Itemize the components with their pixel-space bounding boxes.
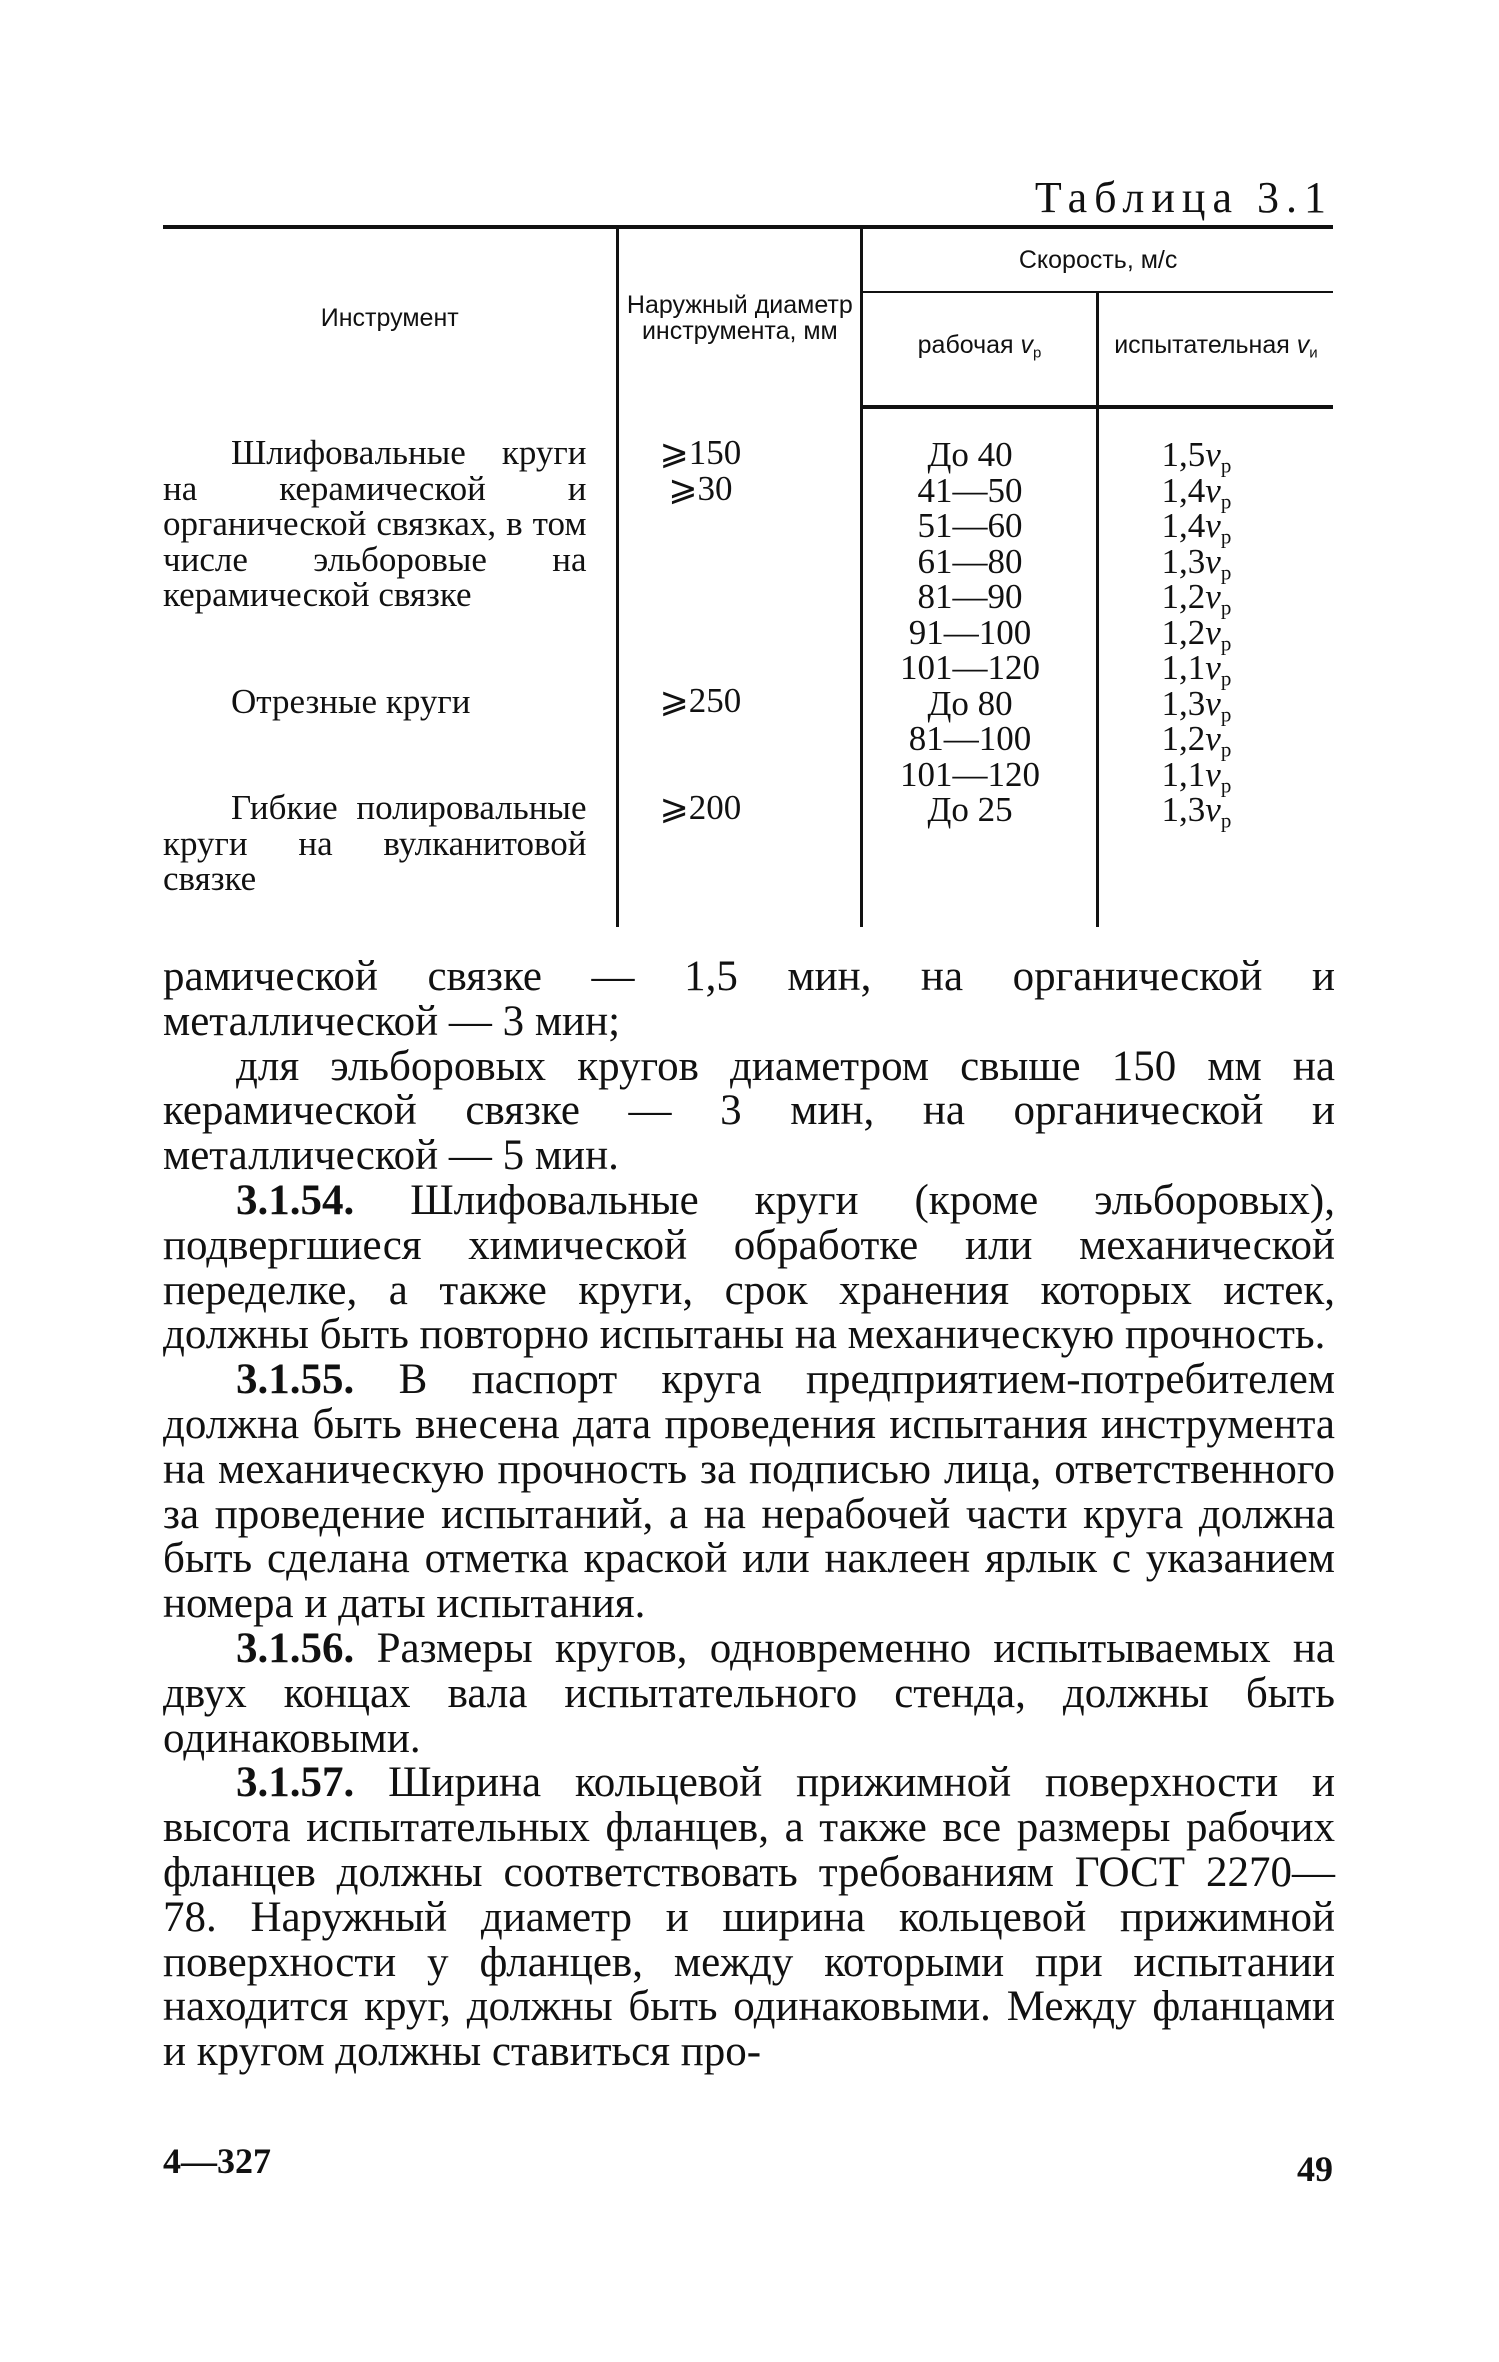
paragraph: для эльборовых кругов диаметром свыше 150 мм на керамической связке — 3 мин, на органической и металлической — 5 мин. [163, 1042, 1335, 1180]
diameter-cell [618, 407, 862, 927]
header-speed: Скорость, м/с [862, 227, 1333, 292]
tool-cutoff-wheels: Отрезные круги [231, 681, 471, 721]
test-speed-value: $1,3v_р$ [1161, 790, 1232, 833]
tool-flexible-wheels: Гибкие полировальные круги на вулканитовой связке [163, 788, 587, 898]
working-speed-value: 81—90 [917, 577, 1023, 616]
test-speed-value: $1,3v_р$ [1161, 541, 1232, 584]
working-speed-value: До 40 [927, 435, 1013, 474]
test-speed-value: $1,2v_р$ [1161, 612, 1232, 655]
test-speed-value: $1,2v_р$ [1161, 577, 1232, 620]
diameter-value: ⩾30 [668, 468, 733, 508]
test-speed-value: $1,2v_р$ [1161, 719, 1232, 762]
working-speed-value: До 80 [927, 683, 1013, 723]
speed-table [163, 225, 1333, 927]
working-speed-value: 101—120 [900, 754, 1041, 794]
working-speed-value: 91—100 [908, 612, 1032, 652]
test-speed-value: $1,3v_р$ [1161, 683, 1232, 726]
table-caption: Таблица 3.1 [1034, 173, 1333, 222]
paragraph: рамической связке — 1,5 мин, на органической и металлической — 3 мин; [163, 953, 1335, 1045]
working-speed-value: До 25 [927, 790, 1013, 829]
tool-cell [163, 407, 618, 927]
clause-3-1-57: 3.1.57. Ширина кольцевой прижимной поверхности и высота испытательных фланцев, а также все размеры рабочих фланцев должны соответствовать требованиям ГОСТ 2270—78. Наружный диаметр и ширина кольцевой прижимной поверхности у фланцев, между которыми при испытании находится круг, должны быть одинаковыми. Между фланцами и кругом должны ставиться про- [163, 1759, 1336, 2076]
diameter-value: ⩾250 [659, 681, 742, 720]
printer-signature: 4—327 [163, 2141, 271, 2181]
header-tool: Инструмент [163, 227, 618, 407]
working-speed-value: 101—120 [900, 648, 1041, 687]
table-row [163, 407, 1333, 927]
working-speed-value: 51—60 [917, 506, 1023, 545]
header-diameter: Наружный диаметр инструмента, мм [618, 227, 862, 407]
test-speed-value: $1,4v_р$ [1161, 470, 1232, 513]
clause-3-1-55: 3.1.55. В паспорт круга предприятием-потребителем должна быть внесена дата проведения испытания инструмента на механическую прочность за подписью лица, ответственного за проведение испытаний, а на нерабочей части круга должна быть сделана отметка краской или наклеен ярлык с указанием номера и даты испытания. [163, 1356, 1335, 1628]
working-speed-value: 61—80 [917, 541, 1023, 581]
test-speed-value: $1,4v_р$ [1161, 506, 1232, 549]
test-speed-cell [1097, 407, 1333, 927]
tool-grinding-wheels: Шлифовальные круги на керамической и органической связках, в том числе эльборовые на керамической связке [163, 433, 587, 614]
test-speed-value: $1,1v_р$ [1161, 754, 1232, 797]
body-text [163, 955, 1335, 2075]
header-test-speed: испытательная $v_и$ [1097, 292, 1333, 407]
working-speed-cell [862, 407, 1098, 927]
diameter-value: ⩾150 [659, 433, 742, 472]
page-number: 49 [1297, 2149, 1333, 2189]
diameter-value: ⩾200 [659, 787, 742, 827]
test-speed-value: $1,1v_р$ [1161, 648, 1232, 691]
header-working-speed: рабочая $v_р$ [862, 292, 1098, 407]
clause-3-1-56: 3.1.56. Размеры кругов, одновременно испытываемых на двух концах вала испытательного стенда, должны быть одинаковыми. [163, 1624, 1336, 1762]
working-speed-value: 81—100 [908, 719, 1032, 758]
clause-3-1-54: 3.1.54. Шлифовальные круги (кроме эльборовых), подвергшиеся химической обработке или механической переделке, а также круги, срок хранения которых истек, должны быть повторно испытаны на механическую прочность. [163, 1176, 1336, 1359]
working-speed-value: 41—50 [917, 470, 1023, 510]
test-speed-value: $1,5v_р$ [1161, 435, 1232, 478]
